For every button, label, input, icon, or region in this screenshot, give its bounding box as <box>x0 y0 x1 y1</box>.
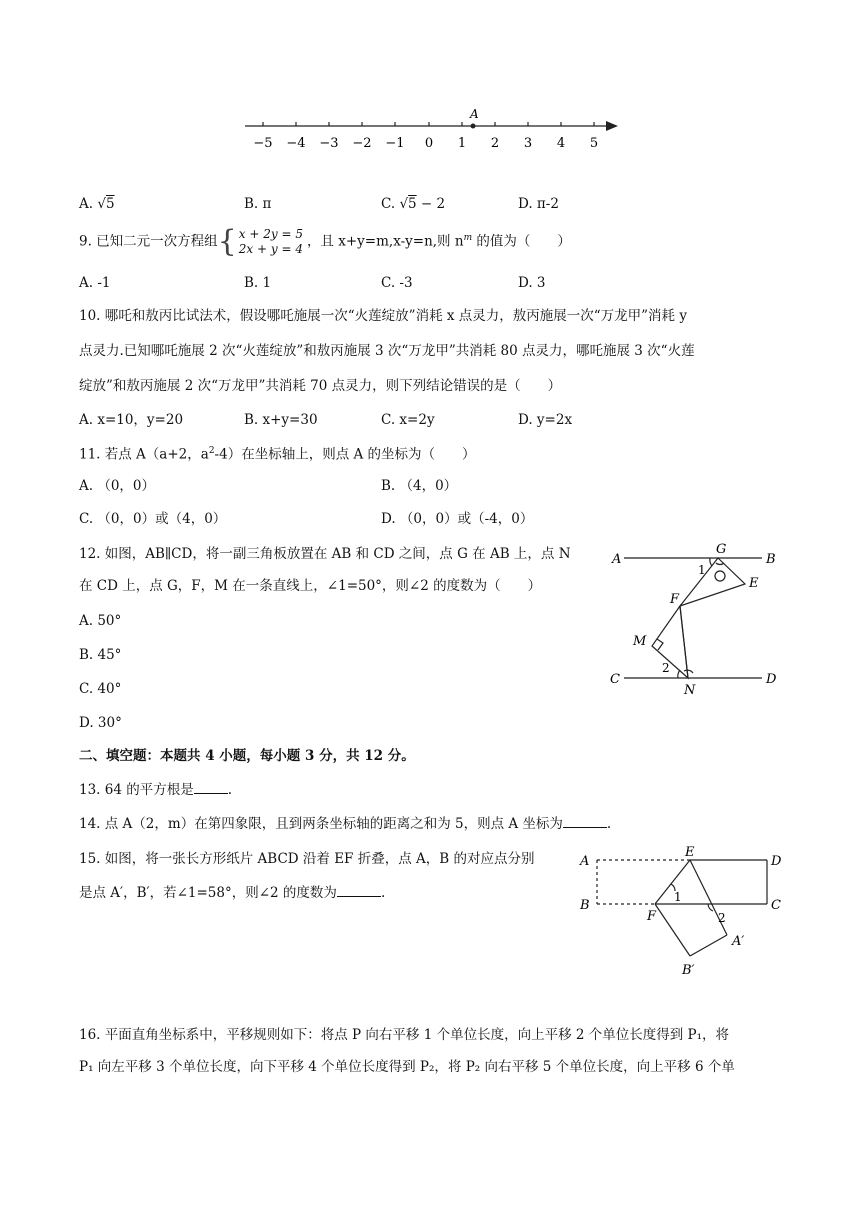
q14-stem: 14. 点 A（2，m）在第四象限，且到两条坐标轴的距离之和为 5，则点 A 坐标为 . <box>79 813 611 834</box>
q9-stem: 9. 已知二元一次方程组{ x + 2y = 5 2x + y = 4 ，且 x+y=m,x-y=n,则 $n^m$ 的值为（ ） <box>79 224 571 259</box>
q10-option-b: B. x+y=30 <box>244 412 318 428</box>
q12-option-c: C. 40° <box>79 681 122 697</box>
q8-option-c: C. √5 − 2 <box>381 196 446 212</box>
q10-option-a: A. x=10，y=20 <box>79 412 184 428</box>
q15-line-2: 是点 A′，B′，若∠1=58°，则∠2 的度数为 . <box>79 882 385 903</box>
q9-option-d: D. 3 <box>518 275 546 291</box>
q12-label-e: E <box>749 576 759 591</box>
q10-line-2: 点灵力.已知哪吒施展 2 次“火莲绽放”和敖丙施展 3 次“万龙甲”共消耗 80 点灵力，哪吒施展 3 次“火莲 <box>79 343 695 359</box>
q14-blank <box>563 813 607 828</box>
tick-label: 5 <box>589 136 599 151</box>
tick-label: −4 <box>286 136 306 151</box>
tick-label: −1 <box>385 136 405 151</box>
q15-line-1: 15. 如图，将一张长方形纸片 ABCD 沿着 EF 折叠，点 A，B 的对应点分别 <box>79 851 535 867</box>
q11-stem: 11. 若点 A（a+2，$a^2-4$）在坐标轴上，则点 A 的坐标为（ ） <box>79 446 476 463</box>
q15-label-d: D <box>771 854 782 869</box>
q11-option-d: D. （0，0）或（-4，0） <box>381 511 534 527</box>
q10-option-c: C. x=2y <box>381 412 435 428</box>
q15-angle-1: 1 <box>674 890 682 904</box>
q15-label-a: A <box>580 854 590 869</box>
point-a <box>471 124 476 129</box>
q15-label-e: E <box>685 845 695 860</box>
q15-label-b: B <box>580 898 590 913</box>
q12-line-2: 在 CD 上，点 G，F，M 在一条直线上，∠1=50°，则∠2 的度数为（ ） <box>79 578 542 594</box>
q12-option-d: D. 30° <box>79 715 122 731</box>
q15-blank <box>337 882 381 897</box>
q10-line-1: 10. 哪吒和敖丙比试法术，假设哪吒施展一次“火莲绽放”消耗 x 点灵力，敖丙施展一次“万龙甲”消耗 y <box>79 308 687 324</box>
q15-angle-2: 2 <box>718 911 726 925</box>
tick-label: 3 <box>523 136 533 151</box>
q12-label-f: F <box>670 592 680 607</box>
tick-label: 0 <box>424 136 434 151</box>
q10-option-d: D. y=2x <box>518 412 573 428</box>
q8-option-b: B. π <box>244 196 272 212</box>
q10-line-3: 绽放”和敖丙施展 2 次“万龙甲”共消耗 70 点灵力，则下列结论错误的是（ ） <box>79 378 562 394</box>
q8-option-a: A. √5 <box>79 196 115 212</box>
q12-label-n: N <box>684 683 696 698</box>
tick-label: 4 <box>556 136 566 151</box>
q12-angle-2: 2 <box>662 661 670 675</box>
q15-label-b-prime: B′ <box>682 963 695 978</box>
tick-label: −5 <box>253 136 273 151</box>
q12-label-g: G <box>716 542 727 557</box>
q12-label-c: C <box>610 672 620 687</box>
q13-blank <box>194 779 228 794</box>
q12-option-b: B. 45° <box>79 647 122 663</box>
tick-label: −3 <box>319 136 339 151</box>
tick-label: 1 <box>457 136 467 151</box>
q11-option-c: C. （0，0）或（4，0） <box>79 511 227 527</box>
q12-label-a: A <box>612 552 622 567</box>
number-line-figure <box>240 100 620 160</box>
q12-label-d: D <box>766 672 777 687</box>
q15-label-a-prime: A′ <box>732 934 745 949</box>
q9-option-c: C. -3 <box>381 275 413 291</box>
q15-label-c: C <box>771 898 781 913</box>
q12-label-m: M <box>633 634 647 649</box>
q12-figure <box>600 538 790 698</box>
q13-stem: 13. 64 的平方根是 . <box>79 779 232 800</box>
q8-option-d: D. π-2 <box>518 196 559 212</box>
q16-line-1: 16. 平面直角坐标系中，平移规则如下：将点 P 向右平移 1 个单位长度，向上平移 2 个单位长度得到 P₁，将 <box>79 1027 730 1043</box>
q11-option-a: A. （0，0） <box>79 478 156 494</box>
q12-option-a: A. 50° <box>79 613 122 629</box>
q12-angle-1: 1 <box>698 563 706 577</box>
q11-option-b: B. （4，0） <box>381 478 458 494</box>
q9-option-a: A. -1 <box>79 275 111 291</box>
q16-line-2: P₁ 向左平移 3 个单位长度，向下平移 4 个单位长度得到 P₂，将 P₂ 向右平移 5 个单位长度，向上平移 6 个单 <box>79 1059 735 1075</box>
q15-label-f: F <box>647 909 657 924</box>
q15-figure <box>575 843 790 983</box>
tick-label: −2 <box>352 136 372 151</box>
q12-line-1: 12. 如图，AB∥CD，将一副三角板放置在 AB 和 CD 之间，点 G 在 AB 上，点 N <box>79 546 571 562</box>
section-2-heading: 二、填空题：本题共 4 小题，每小题 3 分，共 12 分。 <box>79 748 415 764</box>
tick-label: 2 <box>490 136 500 151</box>
point-a-label: A <box>470 107 479 121</box>
q9-option-b: B. 1 <box>244 275 272 291</box>
q12-label-b: B <box>766 552 776 567</box>
